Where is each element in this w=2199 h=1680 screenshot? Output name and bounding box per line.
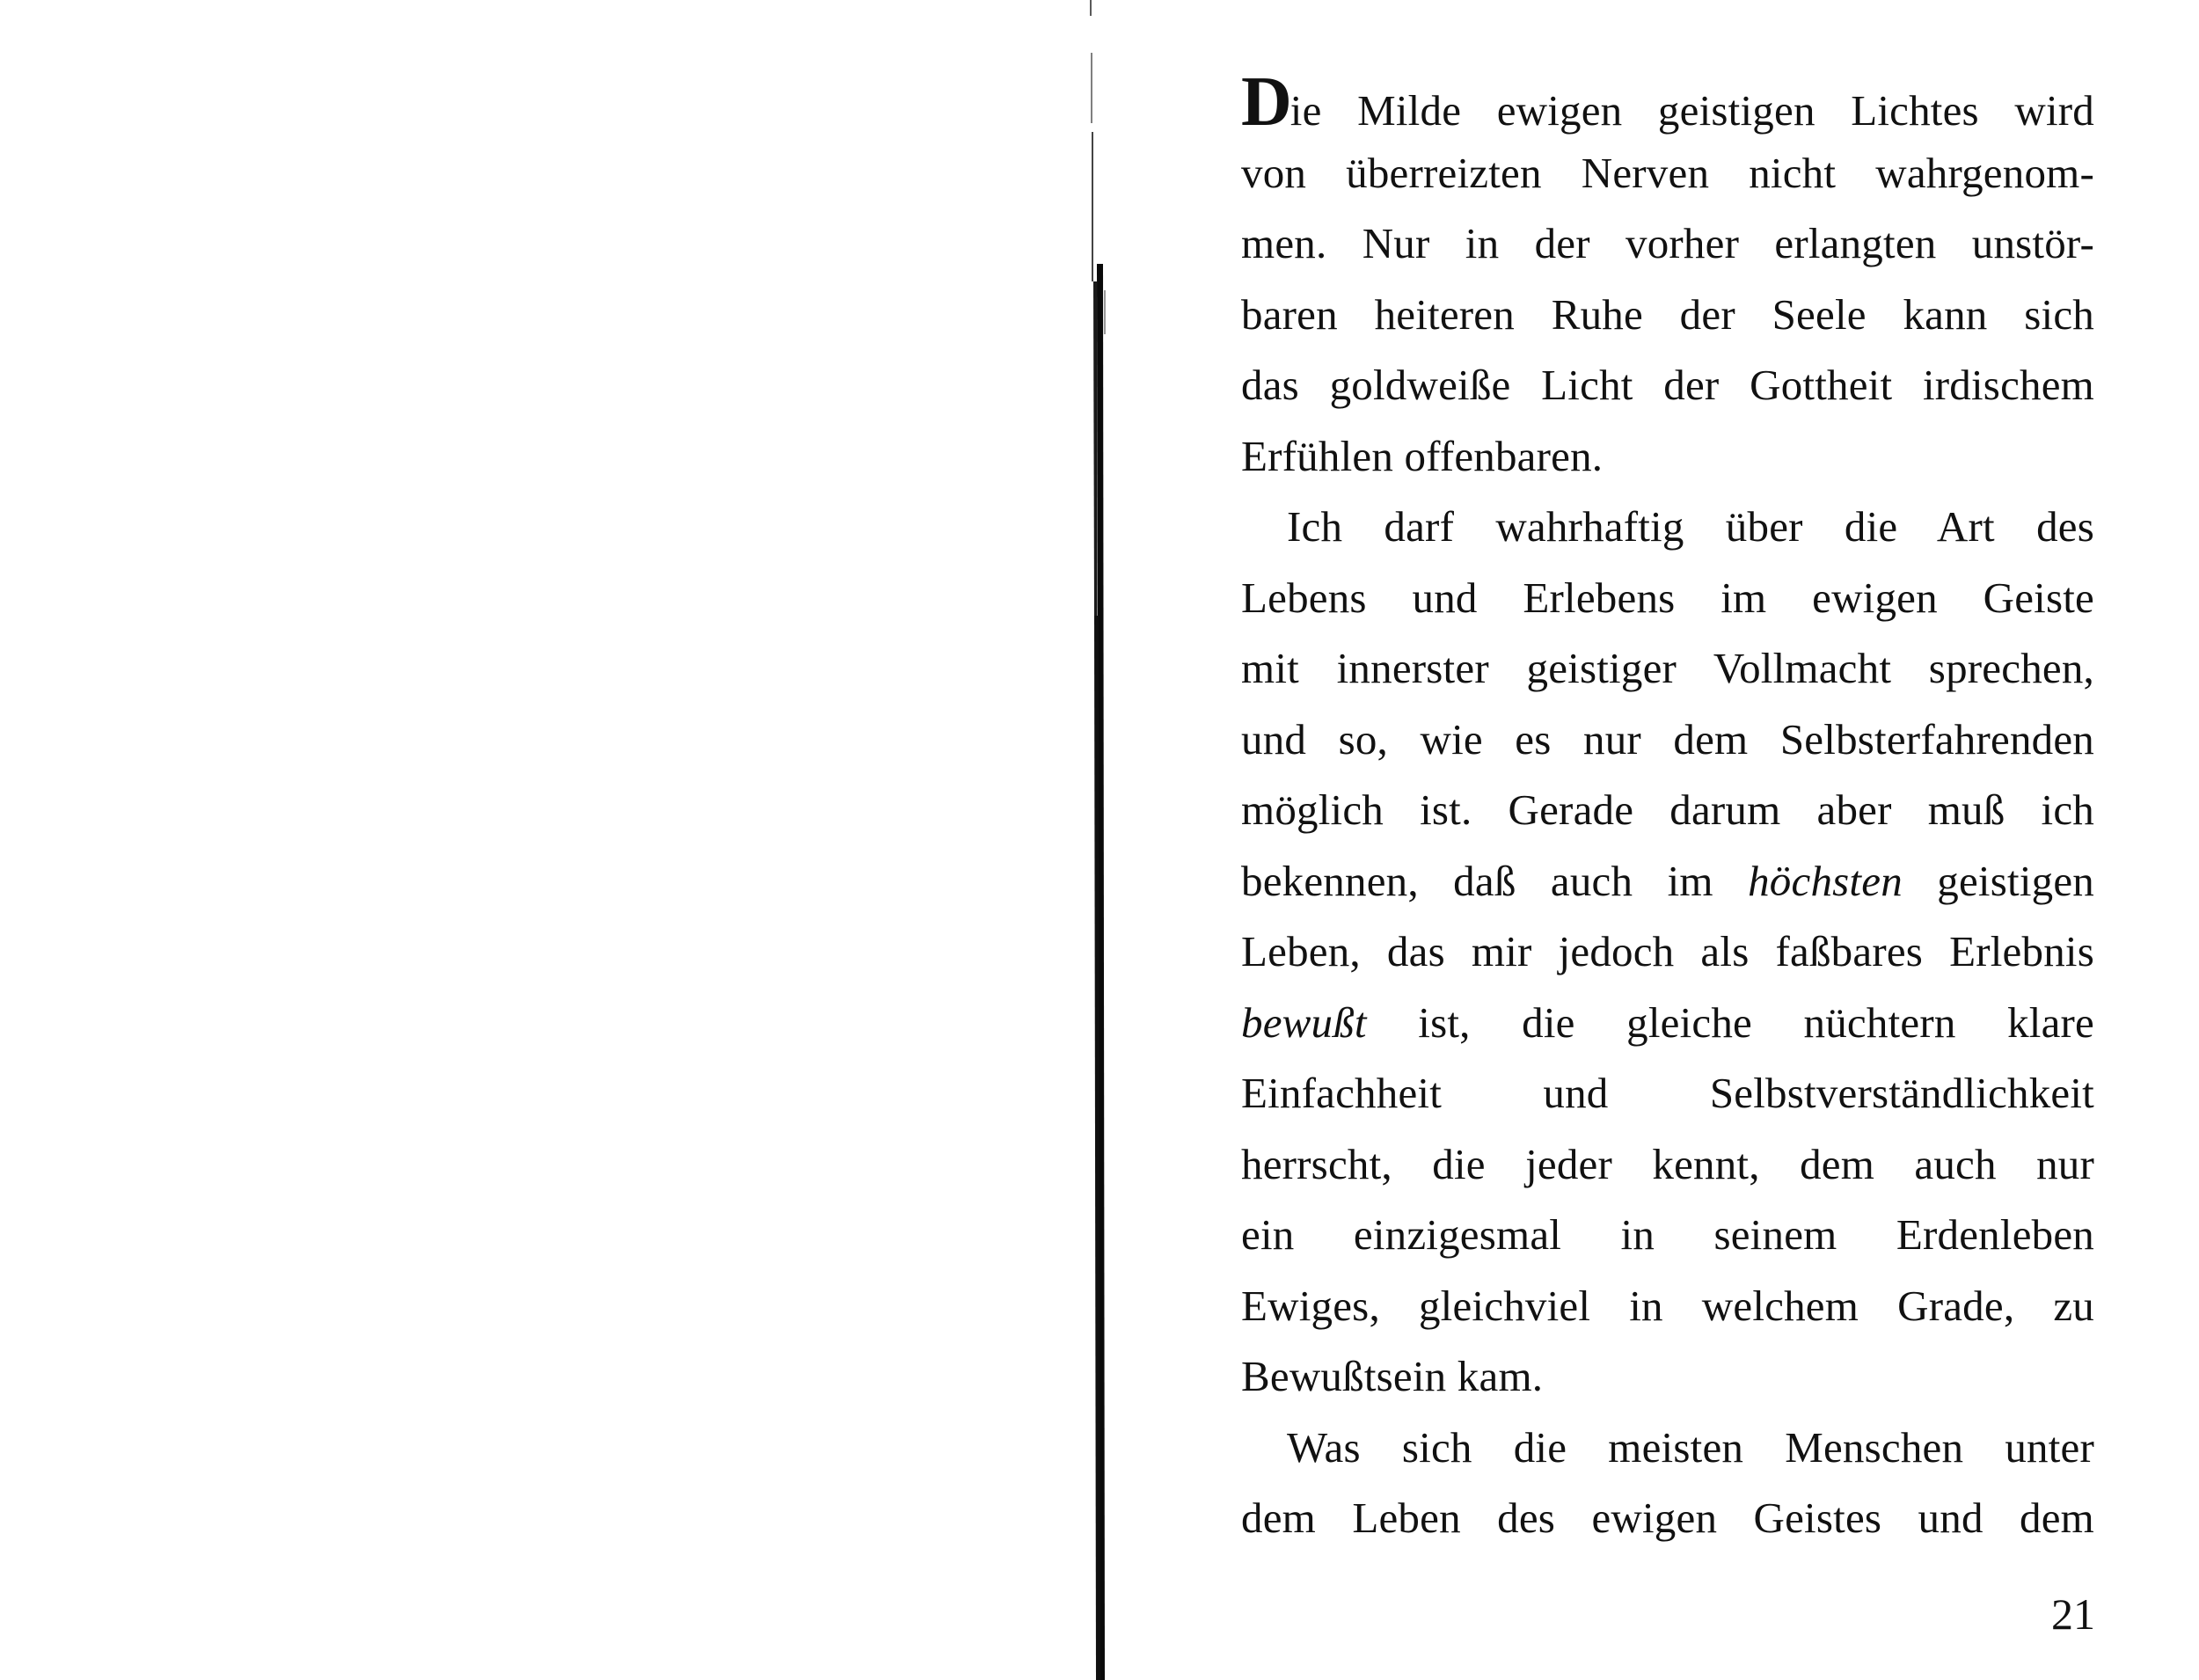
text-line: Lebens und Erlebens im ewigen Geiste — [1241, 573, 2094, 622]
text-line: ein einzigesmal in seinem Erdenleben — [1241, 1210, 2094, 1259]
drop-cap: D — [1241, 63, 1290, 141]
text-line: herrscht, die jeder kennt, dem auch nur — [1241, 1139, 2094, 1188]
body-text — [1241, 63, 2094, 1554]
text-line: Erfühlen offenbaren. — [1241, 431, 1604, 480]
text-line: Ewiges, gleichviel in welchem Grade, zu — [1241, 1281, 2094, 1330]
text-line: bekennen, daß auch im höchsten geistigen — [1241, 856, 2094, 905]
gutter-shadow-graphic — [1084, 0, 1119, 1680]
text-line: möglich ist. Gerade darum aber muß ich — [1241, 785, 2094, 834]
emphasis: bewußt — [1241, 997, 1367, 1047]
page-number: 21 — [2051, 1589, 2095, 1639]
text-line: Einfachheit und Selbstverständlichkeit — [1241, 1069, 2094, 1117]
text-line: Ich darf wahrhaftig über die Art des — [1287, 502, 2094, 551]
text-line: das goldweiße Licht der Gottheit irdischem — [1241, 361, 2094, 409]
right-page — [1119, 0, 2199, 1680]
text-line: men. Nur in der vorher erlangten unstör- — [1241, 219, 2094, 267]
text-line: Bewußtsein kam. — [1241, 1352, 1544, 1400]
text-line: Leben, das mir jedoch als faßbares Erlebnis — [1241, 927, 2094, 975]
text-line: und so, wie es nur dem Selbsterfahrenden — [1241, 714, 2094, 763]
text-line: bewußt ist, die gleiche nüchtern klare — [1241, 997, 2094, 1047]
text-line: Was sich die meisten Menschen unter — [1287, 1422, 2094, 1472]
left-blank-page — [0, 0, 1089, 1680]
text-line: Die Milde ewigen geistigen Lichtes wird — [1241, 63, 2094, 141]
emphasis: höchsten — [1748, 856, 1903, 905]
text-line: dem Leben des ewigen Geistes und dem — [1241, 1494, 2094, 1542]
text-line: baren heiteren Ruhe der Seele kann sich — [1241, 289, 2094, 339]
book-gutter-shadow — [1084, 0, 1119, 1680]
text-line: von überreizten Nerven nicht wahrgenom- — [1241, 148, 2094, 197]
text-line: mit innerster geistiger Vollmacht sprechen, — [1241, 644, 2094, 692]
